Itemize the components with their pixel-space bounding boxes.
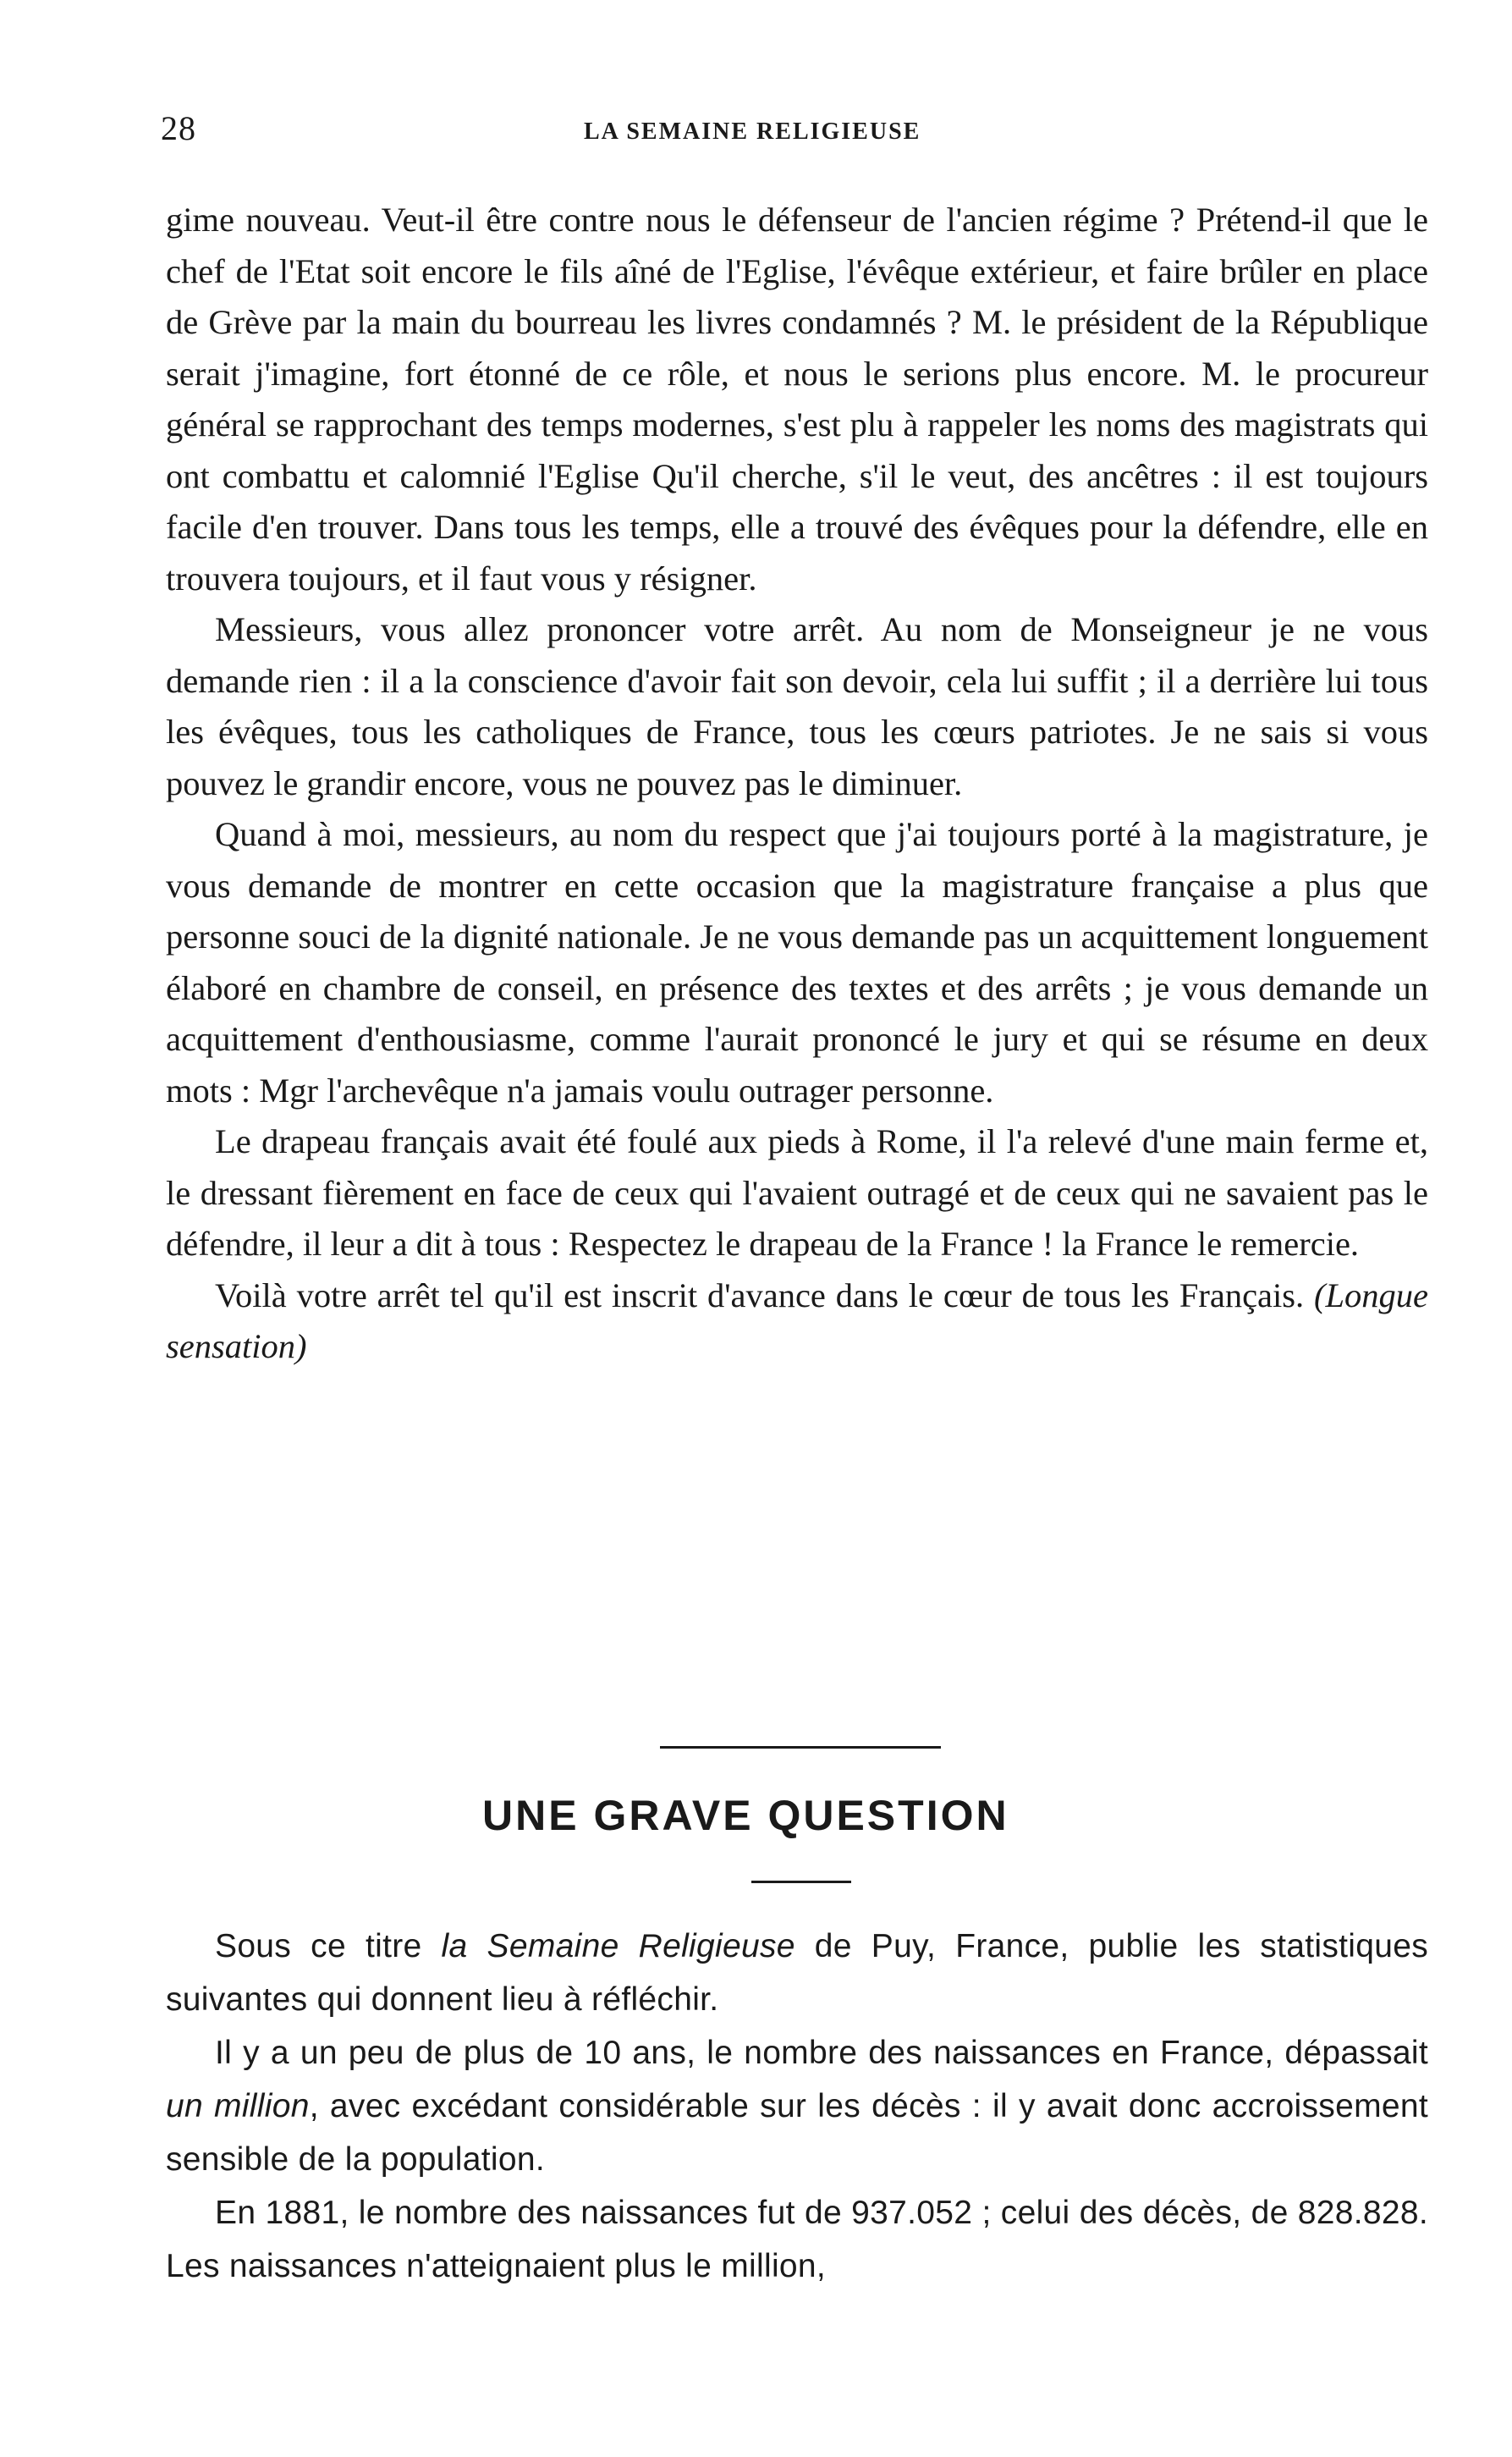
paragraph-1 [166, 195, 1428, 604]
section-paragraph-1-text-a: Sous ce titre [215, 1928, 442, 1964]
section-rule-bottom [751, 1881, 851, 1883]
section-paragraph-2 [166, 2026, 1428, 2186]
paragraph-3 [166, 809, 1428, 1116]
emphasis-un-million: un million [166, 2088, 310, 2124]
article-continued [166, 195, 1428, 1373]
section-paragraph-1 [166, 1920, 1428, 2026]
stage-direction: (Longue sensation) [166, 1275, 1428, 1365]
running-head: LA SEMAINE RELIGIEUSE [584, 118, 921, 145]
paragraph-2-text: Messieurs, vous allez prononcer votre arrêt. Au nom de Monseigneur je ne vous demande rien : il a la conscience d'avoir fait son devoir, cela lui suffit ; il a derrière lui tous les évêques, tous les catholiques de France, tous les cœurs patriotes. Je ne sais si vous pouvez le grandir encore, vous ne pouvez pas le diminuer. [166, 610, 1428, 802]
section-paragraph-3 [166, 2186, 1428, 2293]
paragraph-5-text: Voilà votre arrêt tel qu'il est inscrit d'avance dans le cœur de tous les Français. [215, 1275, 1314, 1314]
section-paragraph-1-text-b: de Puy, France, publie les statistiques suivantes qui donnent lieu à réfléchir. [166, 1928, 1428, 2018]
paragraph-5 [166, 1270, 1428, 1373]
paragraph-3-text: Quand à moi, messieurs, au nom du respect que j'ai toujours porté à la magistrature, je vous demande de montrer en cette occasion que la magistrature française a plus que personne souci de la dignité nationale. Je ne vous demande pas un acquittement longuement élaboré en chambre de conseil, en présence des textes et des arrêts ; je vous demande un acquittement d'enthousiasme, comme l'aurait prononcé le jury et qui se résume en deux mots : Mgr l'archevêque n'a jamais voulu outrager personne. [166, 815, 1428, 1110]
section-paragraph-2-text-b: , avec excédant considérable sur les décès : il y avait donc accroissement sensible de la population. [166, 2088, 1428, 2178]
page-number: 28 [161, 109, 196, 147]
section-paragraph-2-text-a: Il y a un peu de plus de 10 ans, le nombre des naissances en France, dépassait [215, 2035, 1428, 2071]
section-title: UNE GRAVE QUESTION [482, 1792, 1009, 1839]
paragraph-1-text: gime nouveau. Veut-il être contre nous le défenseur de l'ancien régime ? Prétend-il que le chef de l'Etat soit encore le fils aîné de l'Eglise, l'évêque extérieur, et faire brûler en place de Grève par la main du bourreau les livres condamnés ? M. le président de la République serait j'imagine, fort étonné de ce rôle, et nous le serions plus encore. M. le procureur général se rapprochant des temps modernes, s'est plu à rappeler les noms des magistrats qui ont combattu et calomnié l'Eglise Qu'il cherche, s'il le veut, des ancêtres : il est toujours facile d'en trouver. Dans tous les temps, elle a trouvé des évêques pour la défendre, elle en trouvera toujours, et il faut vous y résigner. [166, 201, 1428, 598]
paragraph-2 [166, 604, 1428, 809]
paragraph-4-text: Le drapeau français avait été foulé aux pieds à Rome, il l'a relevé d'une main ferme et, le dressant fièrement en face de ceux qui l'avaient outragé et de ceux qui ne savaient pas le défendre, il leur a dit à tous : Respectez le drapeau de la France ! la France le remercie. [166, 1122, 1428, 1263]
section-body [166, 1920, 1428, 2293]
section-paragraph-3-text: En 1881, le nombre des naissances fut de 937.052 ; celui des décès, de 828.828. Les naissances n'atteignaient plus le million, [166, 2195, 1428, 2284]
publication-title: la Semaine Religieuse [441, 1928, 795, 1964]
section-rule-top [660, 1746, 941, 1749]
paragraph-4 [166, 1116, 1428, 1270]
